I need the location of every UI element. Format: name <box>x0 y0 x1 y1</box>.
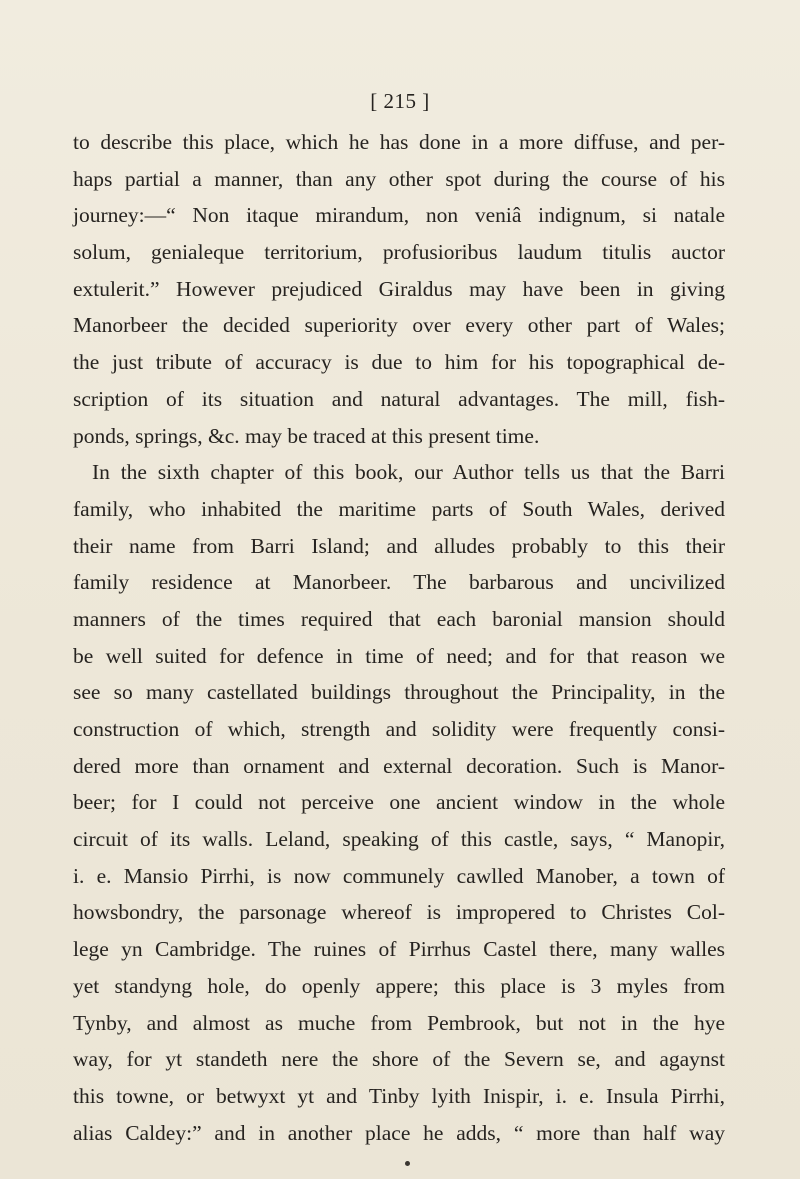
text-line: In the sixth chapter of this book, our Author tells us that the Barri <box>92 460 725 485</box>
text-line: journey:—“ Non itaque mirandum, non veniâ indignum, si natale <box>73 203 725 228</box>
text-line: construction of which, strength and solidity were frequently consi- <box>73 717 725 741</box>
text-line: see so many castellated buildings throughout the Principality, in the <box>73 680 725 705</box>
text-line: family, who inhabited the maritime parts of South Wales, derived <box>73 496 725 521</box>
text-line: haps partial a manner, than any other spot during the course of his <box>73 166 725 191</box>
text-line: scription of its situation and natural advantages. The mill, fish- <box>73 386 725 411</box>
ink-speck <box>405 1161 410 1166</box>
text-line: to describe this place, which he has done in a more diffuse, and per- <box>73 130 725 154</box>
body-text <box>73 124 725 1151</box>
text-line: ponds, springs, &c. may be traced at this present time. <box>73 423 540 448</box>
text-line: lege yn Cambridge. The ruines of Pirrhus Castel there, many walles <box>73 937 725 962</box>
text-line: the just tribute of accuracy is due to him for his topographical de- <box>73 350 725 375</box>
text-line: their name from Barri Island; and alludes probably to this their <box>73 533 725 558</box>
page-number: [ 215 ] <box>370 89 430 113</box>
text-line: this towne, or betwyxt yt and Tinby lyith Inispir, i. e. Insula Pirrhi, <box>73 1083 725 1108</box>
text-line: howsbondry, the parsonage whereof is impropered to Christes Col- <box>73 900 725 925</box>
text-line: solum, genialeque territorium, profusioribus laudum titulis auctor <box>73 240 725 265</box>
text-line: manners of the times required that each baronial mansion should <box>73 606 725 631</box>
text-line: dered more than ornament and external decoration. Such is Manor- <box>73 753 725 778</box>
text-line: family residence at Manorbeer. The barbarous and uncivilized <box>73 570 725 595</box>
text-line: yet standyng hole, do openly appere; this place is 3 myles from <box>73 973 725 998</box>
text-line: i. e. Mansio Pirrhi, is now communely cawlled Manober, a town of <box>73 863 725 888</box>
text-line: alias Caldey:” and in another place he adds, “ more than half way <box>73 1120 725 1145</box>
text-line: extulerit.” However prejudiced Giraldus may have been in giving <box>73 276 725 301</box>
text-line: circuit of its walls. Leland, speaking of this castle, says, “ Manopir, <box>73 827 725 852</box>
text-line: Tynby, and almost as muche from Pembrook, but not in the hye <box>73 1010 725 1035</box>
text-line: way, for yt standeth nere the shore of the Severn se, and agaynst <box>73 1047 725 1072</box>
text-line: Manorbeer the decided superiority over every other part of Wales; <box>73 313 725 338</box>
text-line: be well suited for defence in time of need; and for that reason we <box>73 643 725 668</box>
text-line: beer; for I could not perceive one ancient window in the whole <box>73 790 725 815</box>
